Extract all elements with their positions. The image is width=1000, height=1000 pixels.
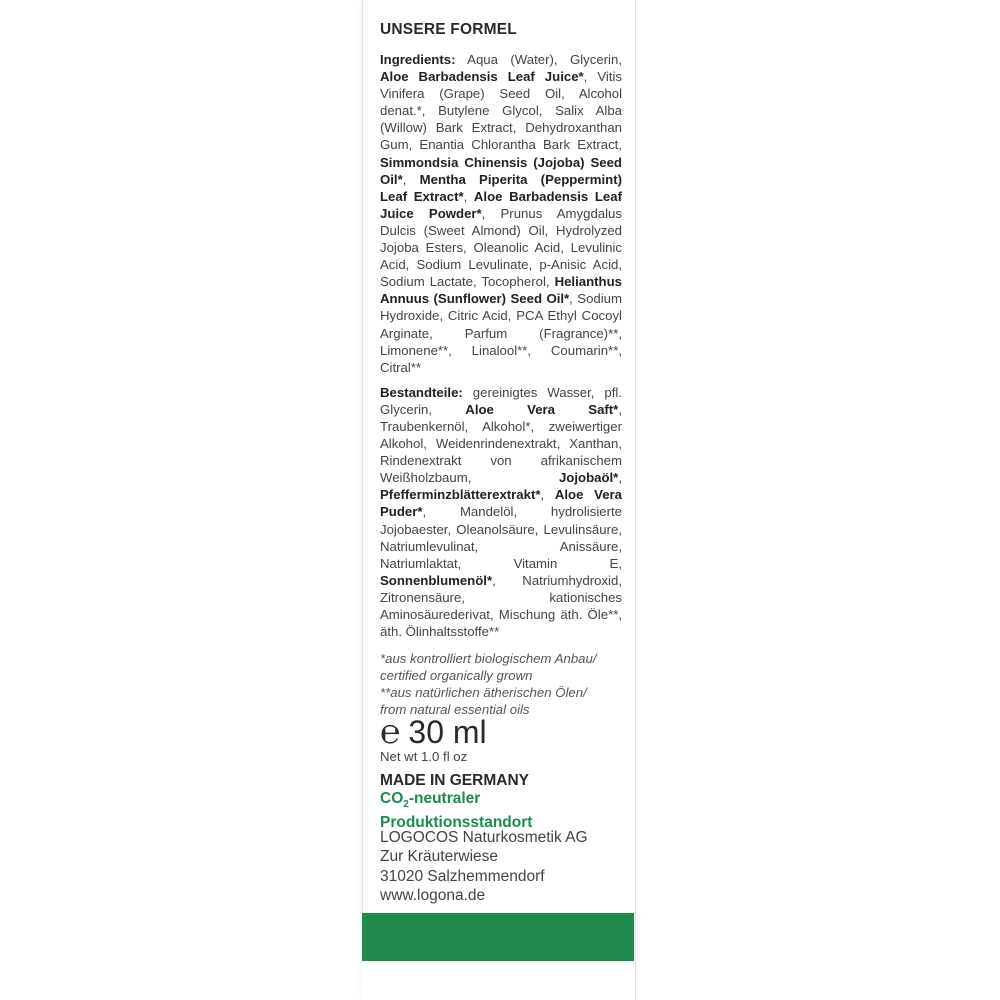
volume-row: [380, 712, 487, 752]
ingredient-text: , Vitis Vinifera (Grape) Seed Oil, Alcohol denat.*, Butylene Glycol, Salix Alba (Willow) Bark Extract, Dehydroxanthan Gum, Enantia Chlorantha Bark Extract,: [380, 69, 622, 153]
ingredient-organic: Sonnenblumenöl*: [380, 572, 493, 588]
company-name: LOGOCOS Naturkosmetik AG: [380, 829, 588, 846]
co2-notice: [380, 790, 532, 832]
ingredient-text: , Natriumhydroxid, Zitronensäure, kationisches Aminosäurederivat, Mischung äth. Öle**, äth. Ölinhaltsstoffe**: [380, 572, 622, 640]
made-in: MADE IN GERMANY: [380, 772, 529, 789]
ingredient-organic: Aloe Barbadensis Leaf Juice*: [380, 69, 584, 85]
ingredient-text: ,: [402, 171, 420, 187]
ingredients-de-list: [380, 385, 622, 639]
ingredients-en-list: [380, 52, 622, 375]
footnote-essential-de: **aus natürlichen ätherischen Ölen/: [380, 685, 587, 701]
ingredients-en: [380, 51, 622, 376]
ingredient-text: ,: [540, 487, 555, 503]
city: 31020 Salzhemmendorf: [380, 867, 545, 885]
ingredient-text: , Traubenkernöl, Alkohol*, zweiwertiger Alkohol, Weidenrindenextrakt, Xanthan, Rindenextrakt von afrikanischem Weißholzbaum,: [380, 401, 622, 486]
ingredients-en-label: Ingredients:: [380, 52, 456, 67]
ingredient-organic: Jojobaöl*: [558, 470, 619, 486]
panel-bottom-edge: [362, 961, 634, 1000]
ingredient-organic: Pfefferminzblätterextrakt*: [380, 487, 541, 503]
co2-prefix: CO: [380, 790, 404, 807]
co2-suffix: -neutraler: [408, 790, 481, 807]
ingredient-text: ,: [618, 470, 622, 486]
ingredient-text: Aqua (Water), Glycerin,: [467, 52, 622, 67]
footnote-organic-en: certified organically grown: [380, 668, 533, 684]
co2-line2: Produktionsstandort: [380, 814, 533, 832]
ingredient-text: , Mandelöl, hydrolisierte Jojobaester, Oleanolsäure, Levulinsäure, Natriumlevulinat, Anissäure, Natriumlaktat, Vitamin E,: [380, 504, 622, 571]
co2-subscript: 2: [403, 799, 409, 811]
ingredients-de: [380, 384, 622, 640]
ingredients-de-label: Bestandteile:: [380, 384, 463, 400]
ingredient-text: ,: [463, 188, 474, 204]
volume: 30 ml: [408, 714, 487, 750]
footnote-organic-de: *aus kontrolliert biologischem Anbau/: [380, 651, 597, 667]
website[interactable]: www.logona.de: [380, 887, 486, 905]
ingredient-organic: Aloe Vera Saft*: [465, 401, 619, 417]
ingredient-text: gereinigtes Wasser, pfl. Glycerin,: [380, 384, 622, 417]
manufacturer-address: [380, 828, 588, 906]
ingredient-organic: Mentha Piperita (Peppermint) Leaf Extract*: [380, 171, 623, 204]
ingredient-organic: Helianthus Annuus (Sunflower) Seed Oil*: [380, 274, 622, 307]
ingredient-organic: Aloe Barbadensis Leaf Juice Powder*: [380, 188, 622, 221]
ingredient-text: , Sodium Hydroxide, Citric Acid, PCA Ethyl Cocoyl Arginate, Parfum (Fragrance)**, Limonene**, Linalool**, Coumarin**, Citral**: [380, 291, 622, 375]
green-stripe: [362, 913, 634, 961]
footnotes: [380, 650, 622, 718]
estimated-sign-icon: ℮: [380, 713, 401, 751]
formula-section: [380, 20, 622, 719]
ingredient-organic: Aloe Vera Puder*: [380, 487, 622, 520]
ingredient-text: , Prunus Amygdalus Dulcis (Sweet Almond) Oil, Hydrolyzed Jojoba Esters, Oleanolic Acid, Levulinic Acid, Sodium Levulinate, p-Anisic Acid, Sodium Lactate, Tocopherol,: [380, 205, 622, 290]
footnote-essential-en: from natural essential oils: [380, 702, 530, 718]
section-heading: UNSERE FORMEL: [380, 21, 517, 38]
net-weight: Net wt 1.0 fl oz: [380, 749, 468, 764]
ingredient-organic: Simmondsia Chinensis (Jojoba) Seed Oil*: [380, 154, 622, 187]
street: Zur Kräuterwiese: [380, 848, 499, 866]
